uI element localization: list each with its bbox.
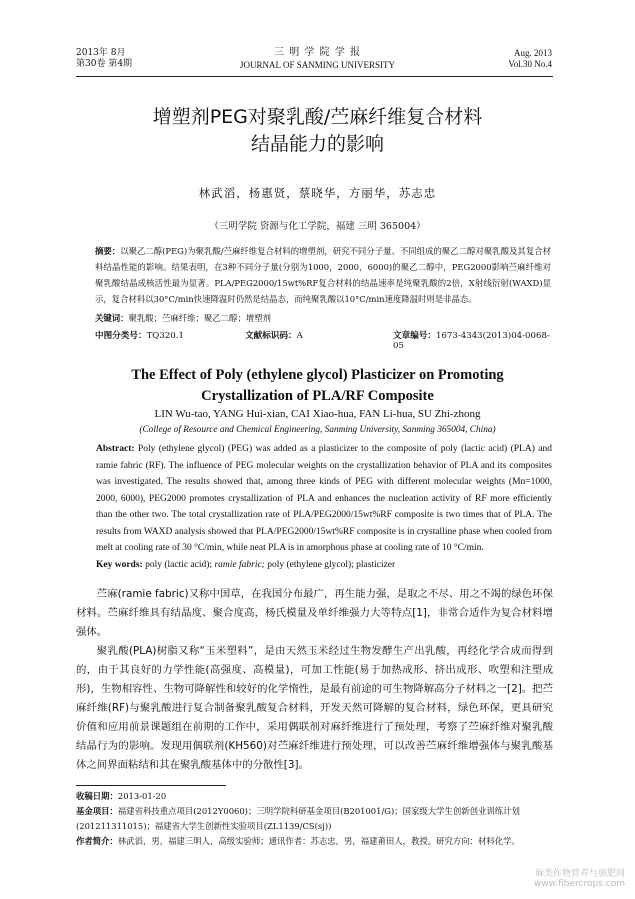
abstract-cn-text: 以聚乙二醇(PEG)为聚乳酸/苎麻纤维复合材料的增塑剂，研究不同分子量、不同组成的聚乙二醇对聚乳酸及其复合材料结晶性能的影响。结果表明，在3种不同分子量(分别为1000，2000，6000)的聚乙二醇中，PEG2000影响苎麻纤维对聚乳酸结晶成核活性最为显著。PLA/PEG2000/15wt%RF复合材料的结晶速率是纯聚乳酸的2倍，X射线衍射(WAXD)显示，复合材料以30°C/min快速降温时仍然是结晶态，而纯聚乳酸以10°C/min速度降温时则是非晶态。 xyxy=(95,246,551,304)
keywords-en xyxy=(96,560,552,570)
authors-cn: 林武滔，杨惠贤，蔡晓华，方丽华，苏志忠 xyxy=(198,186,437,200)
keywords-cn-label: 关键词： xyxy=(95,313,129,323)
author-value: 林武滔，男，福建三明人，高级实验师；通讯作者：苏志忠，男，福建莆田人，教授。研究方向：材料化学。 xyxy=(117,836,520,846)
title-cn xyxy=(60,104,575,158)
footnotes xyxy=(76,789,553,849)
fund-info xyxy=(76,804,553,834)
affiliation-en: (College of Resource and Chemical Engineering, Sanming University, Sanming 365004, China) xyxy=(139,425,496,435)
keywords-en-label: Key words: xyxy=(96,560,143,570)
document-code xyxy=(245,329,303,341)
abstract-cn xyxy=(95,243,551,307)
received-date xyxy=(76,789,553,804)
keywords-en-italic: ramie fabric; xyxy=(214,560,265,570)
fund-value: 福建省科技重点项目(2012Y0060)；三明学院科研基金项目(B201001/G)；国家级大学生创新创业训练计划(201211311015)；福建省大学生创新性实验项目(ZL1139/CS(sj)) xyxy=(76,806,520,831)
watermark-line2: www.fibercrops.com xyxy=(534,879,625,889)
clc-number xyxy=(95,329,184,341)
body-text xyxy=(76,585,553,775)
keywords-en-pre: poly (lactic acid); xyxy=(145,560,213,570)
keywords-cn xyxy=(95,310,551,326)
doc-label: 文献标识码： xyxy=(245,331,297,341)
issue-date-line: 2013年 8月 xyxy=(76,48,126,58)
journal-name xyxy=(200,47,435,71)
body-paragraph-1: 苎麻(ramie fabric)又称中国草，在我国分布最广，再生能力强，是取之不尽、用之不竭的绿色环保材料。苎麻纤维具有结晶度、聚合度高，杨氏模量及单纤维强力大等特点[1]，非常合适作为复合材料增强体。 xyxy=(76,588,553,638)
abstract-en-label: Abstract: xyxy=(96,444,135,454)
clc-label: 中图分类号： xyxy=(95,331,147,341)
journal-name-cn: 三 明 学 院 学 报 xyxy=(274,47,361,58)
footnote-rule xyxy=(76,785,226,786)
affiliation-cn: （三明学院 资源与化工学院，福建 三明 365004） xyxy=(209,221,426,232)
author-label: 作者简介： xyxy=(76,836,118,846)
keywords-en-post: poly (ethylene glycol); plasticizer xyxy=(267,560,396,570)
title-en-line1: The Effect of Poly (ethylene glycol) Plasticizer on Promoting xyxy=(131,367,504,383)
doc-value: A xyxy=(296,331,303,341)
abstract-en-text: Poly (ethylene glycol) (PEG) was added as a plasticizer to the composite of poly (lactic acid) (PLA) and ramie fabric (RF). The influence of PEG molecular weights on the crystallization behavior of PLA and its composites was investigated. The results showed that, among three kinds of PEG with different molecular weights (Mn=1000, 2000, 6000), PEG2000 promotes crystallization of PLA and enhances the nucleation activity of RF more efficiently than the other two. The total crystallization rate of PLA/PEG2000/15wt%RF composite is two times that of PLA. The results from WAXD analysis showed that PLA/PEG2000/15wt%RF composite is in crystalline phase when cooled from melt at cooling rate of 30 °C/min, while neat PLA is in amorphous phase at cooling rate of 10 °C/min. xyxy=(96,444,553,553)
author-info xyxy=(76,834,553,849)
body-paragraph-2: 聚乳酸(PLA)树脂又称“玉米塑料”，是由天然玉米经过生物发酵生产出乳酸，再经化学合成而得到的，由于其良好的力学性能(高强度、高模量)，可加工性能(易于加热成形、挤出成形、吹塑和注塑成形)，生物相容性、生物可降解性和较好的化学惰性，是最有前途的可生物降解高分子材料之一[2]。把苎麻纤维(RF)与聚乳酸进行复合制备聚乳酸复合材料，开发天然可降解的复合材料，绿色环保，更具研究价值和应用前景课题组在前期的工作中，采用偶联剂对麻纤维进行了预处理，考察了苎麻纤维对聚乳酸结晶行为的影响。发现用偶联剂(KH560)对苎麻纤维进行预处理，可以改善苎麻纤维增强体与聚乳酸基体之间界面粘结和其在聚乳酸基体中的分散性[3]。 xyxy=(76,645,553,771)
received-label: 收稿日期： xyxy=(76,791,118,801)
title-cn-line2: 结晶能力的影响 xyxy=(250,133,384,155)
volume-issue-line: 第30卷 第4期 xyxy=(76,59,133,69)
abstract-cn-label: 摘要： xyxy=(95,246,121,256)
fund-label: 基金项目： xyxy=(76,806,118,816)
header-rule xyxy=(76,76,553,77)
issue-date-en xyxy=(468,48,552,70)
keywords-cn-text: 聚乳酸；苎麻纤维；聚乙二醇；增塑剂 xyxy=(128,313,271,323)
article-label: 文章编号： xyxy=(393,331,436,341)
issue-date-en-line: Aug. 2013 xyxy=(514,48,552,58)
classification-row xyxy=(95,329,553,351)
abstract-en xyxy=(96,441,552,557)
title-en-line2: Crystallization of PLA/RF Composite xyxy=(201,388,434,404)
volume-issue-en-line: Vol.30 No.4 xyxy=(508,59,552,69)
watermark xyxy=(440,866,625,889)
title-cn-line1: 增塑剂PEG对聚乳酸/苎麻纤维复合材料 xyxy=(152,106,483,128)
title-en xyxy=(60,365,575,407)
article-value: 1673-4343(2013)04-0068-05 xyxy=(393,331,550,351)
journal-name-en: JOURNAL OF SANMING UNIVERSITY xyxy=(240,60,395,70)
received-value: 2013-01-20 xyxy=(117,791,167,801)
issue-date-cn xyxy=(76,48,196,70)
authors-en: LIN Wu-tao, YANG Hui-xian, CAI Xiao-hua, FAN Li-hua, SU Zhi-zhong xyxy=(154,408,481,420)
article-number xyxy=(393,329,553,351)
clc-value: TQ320.1 xyxy=(146,331,184,341)
watermark-line1: 麻类作物营养与施肥网 xyxy=(534,869,625,879)
